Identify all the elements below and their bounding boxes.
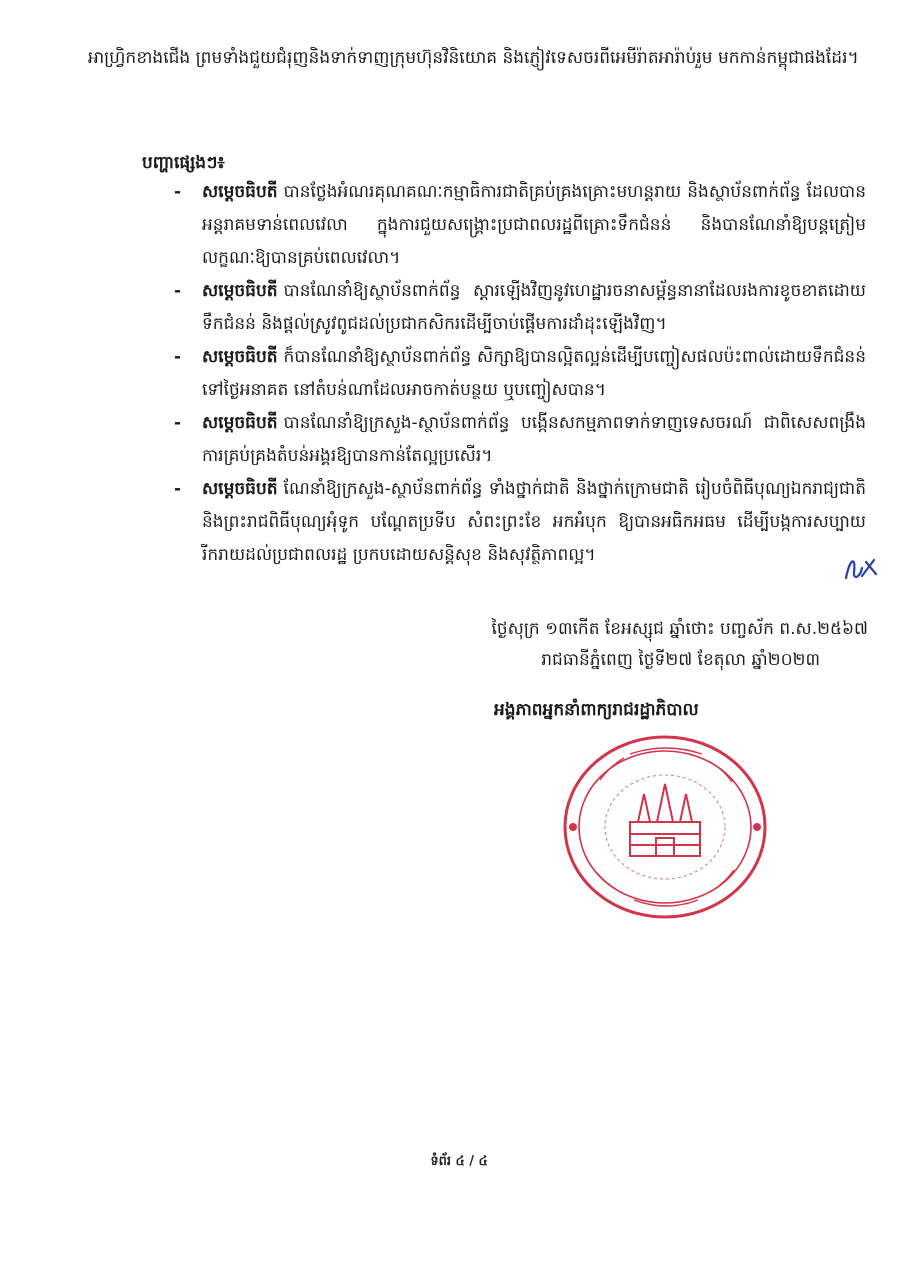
initials-signature-icon	[840, 548, 880, 588]
intro-paragraph: អាហ្វ្រិកខាងជើង ព្រមទាំងជួយជំរុញនិងទាក់ទាញក្រុមហ៊ុនវិនិយោគ និងភ្ញៀវទេសចរពីអេមីរ៉ាតអារ៉ាប់រួម មកកាន់កម្ពុជាផងដែរ។	[88, 48, 859, 68]
bullet-dash: -	[174, 347, 182, 367]
list-item	[174, 176, 866, 275]
bullet-text: បានថ្លែងអំណរគុណគណៈកម្មាធិការជាតិគ្រប់គ្រងគ្រោះមហន្តរាយ និងស្ថាប័នពាក់ព័ន្ធ ដែលបានអន្តរាគមទាន់ពេលវេលា ក្នុងការជួយសង្គ្រោះប្រជាពលរដ្ឋពីគ្រោះទឹកជំនន់ និងបានណែនាំឱ្យបន្តត្រៀមលក្ខណៈឱ្យបានគ្រប់ពេលវេលា។	[202, 182, 866, 268]
issuer-name: អង្គភាពអ្នកនាំពាក្យរាជរដ្ឋាភិបាល	[494, 700, 699, 720]
other-issues-heading: បញ្ហាផ្សេងៗ៖	[142, 153, 225, 173]
bullet-lead: សម្តេចធិបតី	[202, 182, 278, 202]
solar-date: រាជធានីភ្នំពេញ ថ្ងៃទី២៧ ខែតុលា ឆ្នាំ២០២៣	[541, 650, 820, 670]
bullet-lead: សម្តេចធិបតី	[202, 479, 278, 499]
bullet-dash: -	[174, 281, 182, 301]
list-item	[174, 275, 866, 341]
list-item	[174, 341, 866, 407]
bullet-text: បានណែនាំឱ្យក្រសួង-ស្ថាប័នពាក់ព័ន្ធ បង្កើនសកម្មភាពទាក់ទាញទេសចរណ៍ ជាពិសេសពង្រឹងការគ្រប់គ្រងតំបន់អង្គរឱ្យបានកាន់តែល្អប្រសើរ។	[202, 413, 866, 466]
bullet-lead: សម្តេចធិបតី	[202, 281, 278, 301]
bullet-text: ណែនាំឱ្យក្រសួង-ស្ថាប័នពាក់ព័ន្ធ ទាំងថ្នាក់ជាតិ និងថ្នាក់ក្រោមជាតិ រៀបចំពិធីបុណ្យឯករាជ្យជាតិ និងព្រះរាជពិធីបុណ្យអុំទូក បណ្តែតប្រទីប សំពះព្រះខែ អកអំបុក ឱ្យបានអធិកអធម ដើម្បីបង្កការសប្បាយរីករាយដល់ប្រជាពលរដ្ឋ ប្រកបដោយសន្តិសុខ និងសុវត្ថិភាពល្អ។	[202, 479, 866, 565]
bullet-dash: -	[174, 182, 182, 202]
list-item	[174, 407, 866, 473]
bullet-dash: -	[174, 479, 182, 499]
official-seal-icon	[560, 732, 770, 922]
bullet-lead: សម្តេចធិបតី	[202, 413, 278, 433]
bullet-text: បានណែនាំឱ្យស្ថាប័នពាក់ព័ន្ធ ស្តារឡើងវិញនូវហេដ្ឋារចនាសម្ព័ន្ធនានាដែលរងការខូចខាតដោយទឹកជំនន់ និងផ្តល់ស្រូវពូជដល់ប្រជាកសិករដើម្បីចាប់ផ្តើមការដាំដុះឡើងវិញ។	[202, 281, 866, 334]
bullet-text: ក៏បានណែនាំឱ្យស្ថាប័នពាក់ព័ន្ធ សិក្សាឱ្យបានល្អិតល្អន់ដើម្បីបញ្ចៀសផលប៉ះពាល់ដោយទឹកជំនន់ទៅថ្ងៃអនាគត នៅតំបន់ណាដែលអាចកាត់បន្ថយ ឬបញ្ចៀសបាន។	[202, 347, 866, 400]
bullet-lead: សម្តេចធិបតី	[202, 347, 278, 367]
list-item	[174, 473, 866, 572]
lunar-date: ថ្ងៃសុក្រ ១៣កើត ខែអស្សុជ ឆ្នាំថោះ បញ្ចស័ក ព.ស.២៥៦៧	[491, 619, 868, 639]
other-issues-list	[174, 176, 866, 572]
page-number: ទំព័រ ៤ / ៤	[430, 1154, 488, 1169]
bullet-dash: -	[174, 413, 182, 433]
